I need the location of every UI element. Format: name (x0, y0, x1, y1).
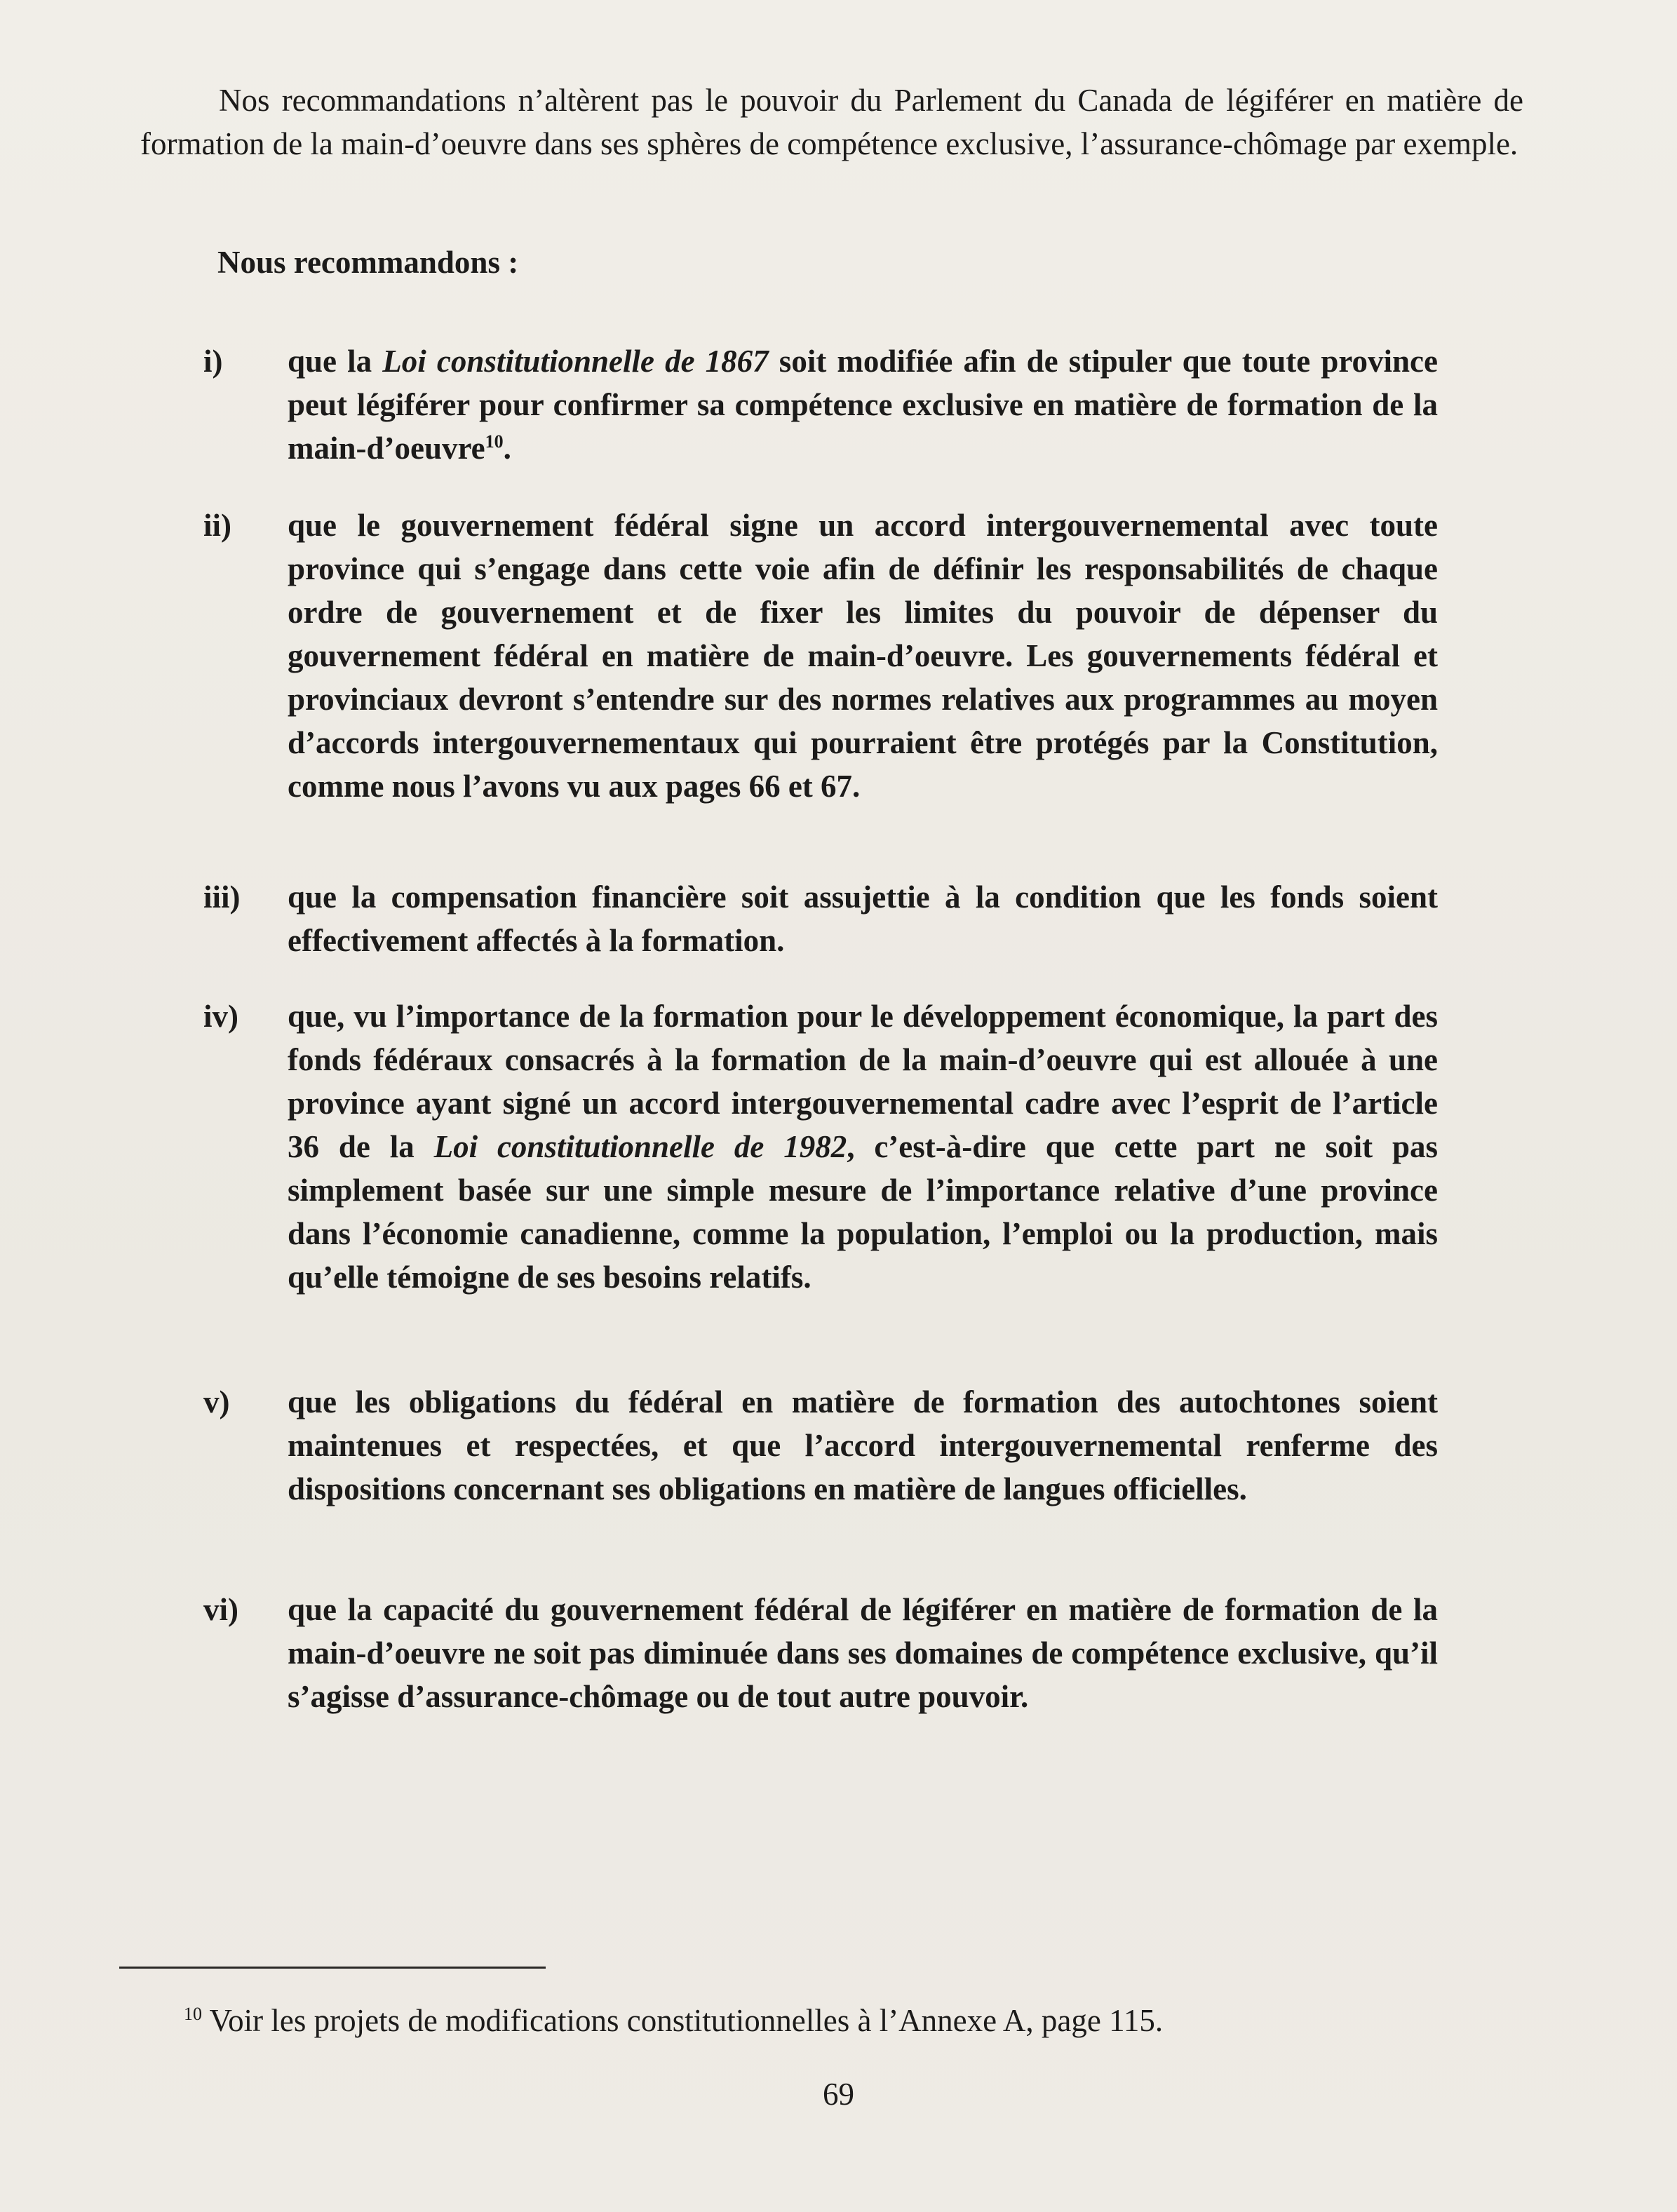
recommendation-vi (203, 1588, 1438, 1718)
recommendation-text: que la Loi constitutionnelle de 1867 soit modifiée afin de stipuler que toute province peut légiférer pour confirmer sa compétence exclusive en matière de formation de la main-d’oeuvre$^{10}$. (288, 344, 1438, 466)
recommendation-text: que la capacité du gouvernement fédéral de légiférer en matière de formation de la main-d’oeuvre ne soit pas diminuée dans ses domaines de compétence exclusive, qu’il s’agisse d’assurance-chômage ou de tout autre pouvoir. (288, 1592, 1438, 1714)
recommendation-text: que, vu l’importance de la formation pour le développement économique, la part des fonds fédéraux consacrés à la formation de la main-d’oeuvre qui est allouée à une province ayant signé un accord intergouvernemental cadre avec l’esprit de l’article 36 de la Loi constitutionnelle de 1982, c’est-à-dire que cette part ne soit pas simplement basée sur une simple mesure de l’importance relative d’une province dans l’économie canadienne, comme la population, l’emploi ou la production, mais qu’elle témoigne de ses besoins relatifs. (288, 999, 1438, 1295)
recommendation-text: que la compensation financière soit assujettie à la condition que les fonds soient effectivement affectés à la formation. (288, 879, 1438, 958)
footnote-reference: 10 (485, 431, 504, 452)
recommendation-number: ii) (203, 508, 231, 543)
footnote (184, 1999, 1163, 2042)
page-number: 69 (823, 2077, 854, 2112)
intro-paragraph: Nos recommandations n’altèrent pas le pouvoir du Parlement du Canada de légiférer en matière de formation de la main-d’oeuvre dans ses sphères de compétence exclusive, l’assurance-chômage par exemple. (140, 83, 1523, 161)
recommendation-number: i) (203, 344, 223, 379)
recommendation-iii (203, 875, 1438, 962)
recommendation-iv (203, 994, 1438, 1299)
recommendation-number: vi) (203, 1592, 238, 1627)
recommendation-i (203, 339, 1438, 470)
footnote-marker: 10 (184, 2004, 202, 2024)
footnote-text: Voir les projets de modifications constitutionnelles à l’Annexe A, page 115. (209, 2003, 1164, 2038)
recommendation-text: que les obligations du fédéral en matière de formation des autochtones soient maintenues et respectées, et que l’accord intergouvernemental renferme des dispositions concernant ses obligations en matière de langues officielles. (288, 1384, 1438, 1506)
footnote-divider (119, 1967, 546, 1969)
recommendation-number: iv) (203, 999, 238, 1034)
recommendation-ii (203, 504, 1438, 808)
recommendation-v (203, 1380, 1438, 1511)
recommendations-heading: Nous recommandons : (217, 245, 519, 280)
statute-title: Loi constitutionnelle de 1867 (382, 344, 769, 379)
statute-title: Loi constitutionnelle de 1982 (433, 1129, 847, 1164)
recommendation-text: que le gouvernement fédéral signe un accord intergouvernemental avec toute province qui s’engage dans cette voie afin de définir les responsabilités de chaque ordre de gouvernement et de fixer les limites du pouvoir de dépenser du gouvernement fédéral en matière de main-d’oeuvre. Les gouvernements fédéral et provinciaux devront s’entendre sur des normes relatives aux programmes au moyen d’accords intergouvernementaux qui pourraient être protégés par la Constitution, comme nous l’avons vu aux pages 66 et 67. (288, 508, 1438, 804)
recommendation-number: iii) (203, 879, 241, 915)
recommendation-number: v) (203, 1384, 230, 1419)
